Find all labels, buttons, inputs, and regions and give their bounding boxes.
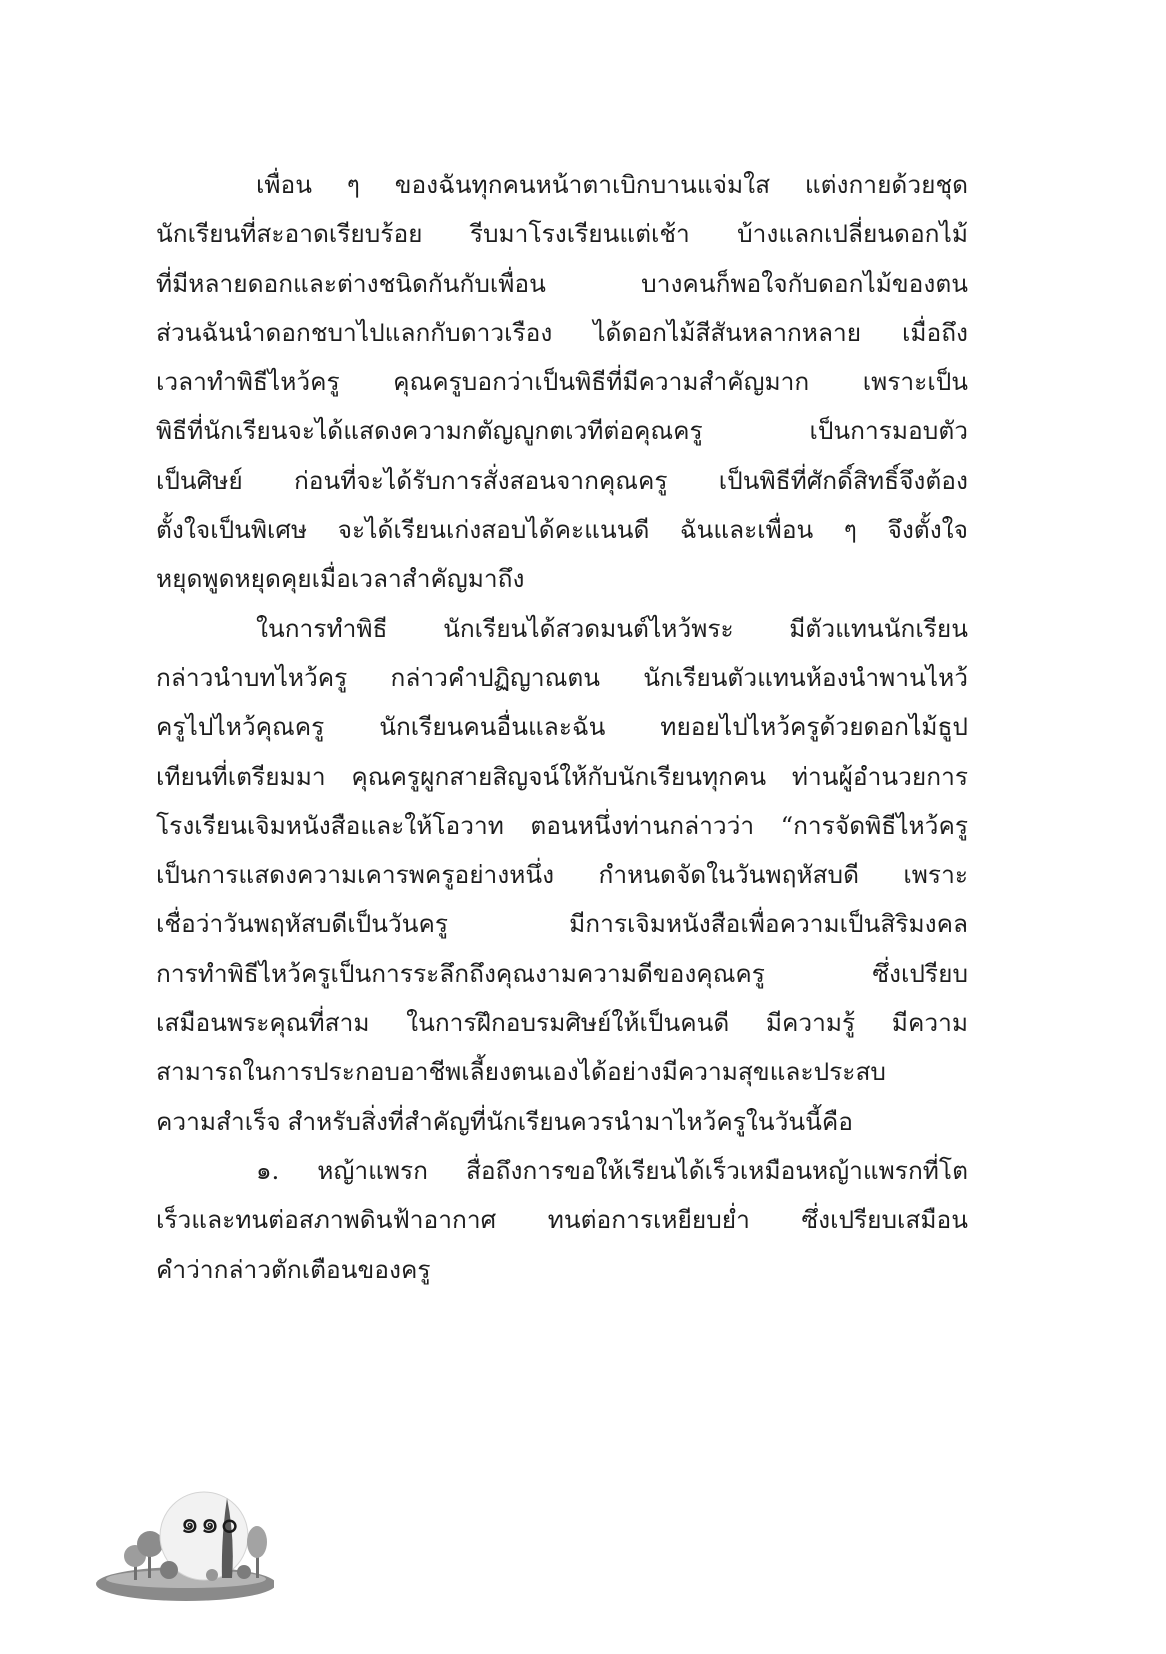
text-line: เชื่อว่าวันพฤหัสบดีเป็นวันครู มีการเจิมหนังสือเพื่อความเป็นสิริมงคล	[156, 909, 968, 939]
text-line: เพื่อน ๆ ของฉันทุกคนหน้าตาเบิกบานแจ่มใส แต่งกายด้วยชุด	[256, 170, 968, 199]
text-line: โรงเรียนเจิมหนังสือและให้โอวาท ตอนหนึ่งท่านกล่าวว่า “การจัดพิธีไหว้ครู	[156, 810, 968, 840]
text-line: คำว่ากล่าวตักเตือนของครู	[156, 1254, 431, 1284]
text-line: ที่มีหลายดอกและต่างชนิดกันกับเพื่อน บางคนก็พอใจกับดอกไม้ของตน	[156, 268, 968, 298]
text-line: พิธีที่นักเรียนจะได้แสดงความกตัญญูกตเวทีต่อคุณครู เป็นการมอบตัว	[156, 416, 968, 446]
paragraph-3	[156, 1146, 968, 1294]
text-line: สามารถในการประกอบอาชีพเลี้ยงตนเองได้อย่างมีความสุขและประสบ	[156, 1057, 886, 1087]
text-line: การทำพิธีไหว้ครูเป็นการระลึกถึงคุณงามความดีของคุณครู ซึ่งเปรียบ	[156, 958, 968, 988]
text-line: เร็วและทนต่อสภาพดินฟ้าอากาศ ทนต่อการเหยียบย่ำ ซึ่งเปรียบเสมือน	[156, 1205, 968, 1235]
text-line: เทียนที่เตรียมมา คุณครูผูกสายสิญจน์ให้กับนักเรียนทุกคน ท่านผู้อำนวยการ	[156, 761, 968, 791]
text-line: ส่วนฉันนำดอกชบาไปแลกกับดาวเรือง ได้ดอกไม้สีสันหลากหลาย เมื่อถึง	[156, 317, 968, 347]
text-line: เสมือนพระคุณที่สาม ในการฝึกอบรมศิษย์ให้เป็นคนดี มีความรู้ มีความ	[156, 1008, 968, 1038]
page-number: ๑๑๐	[180, 1506, 240, 1541]
text-line: ในการทำพิธี นักเรียนได้สวดมนต์ไหว้พระ มีตัวแทนนักเรียน	[256, 613, 968, 643]
text-line: หยุดพูดหยุดคุยเมื่อเวลาสำคัญมาถึง	[156, 564, 525, 594]
text-line: เวลาทำพิธีไหว้ครู คุณครูบอกว่าเป็นพิธีที่มีความสำคัญมาก เพราะเป็น	[156, 367, 968, 397]
text-line: ๑. หญ้าแพรก สื่อถึงการขอให้เรียนได้เร็วเหมือนหญ้าแพรกที่โต	[256, 1155, 968, 1185]
text-line: เป็นการแสดงความเคารพครูอย่างหนึ่ง กำหนดจัดในวันพฤหัสบดี เพราะ	[156, 860, 968, 890]
text-line: เป็นศิษย์ ก่อนที่จะได้รับการสั่งสอนจากคุณครู เป็นพิธีที่ศักดิ์สิทธิ์จึงต้อง	[156, 465, 968, 495]
text-line: ครูไปไหว้คุณครู นักเรียนคนอื่นและฉัน ทยอยไปไหว้ครูด้วยดอกไม้ธูป	[156, 712, 968, 742]
body-text	[156, 160, 968, 1294]
text-line: กล่าวนำบทไหว้ครู กล่าวคำปฏิญาณตน นักเรียนตัวแทนห้องนำพานไหว้	[156, 662, 968, 692]
paragraph-2	[156, 604, 968, 1146]
paragraph-1	[156, 160, 968, 604]
text-line: ตั้งใจเป็นพิเศษ จะได้เรียนเก่งสอบได้คะแนนดี ฉันและเพื่อน ๆ จึงตั้งใจ	[156, 515, 968, 545]
text-line: ความสำเร็จ สำหรับสิ่งที่สำคัญที่นักเรียนควรนำมาไหว้ครูในวันนี้คือ	[156, 1106, 853, 1136]
text-line: นักเรียนที่สะอาดเรียบร้อย รีบมาโรงเรียนแต่เช้า บ้างแลกเปลี่ยนดอกไม้	[156, 219, 968, 249]
